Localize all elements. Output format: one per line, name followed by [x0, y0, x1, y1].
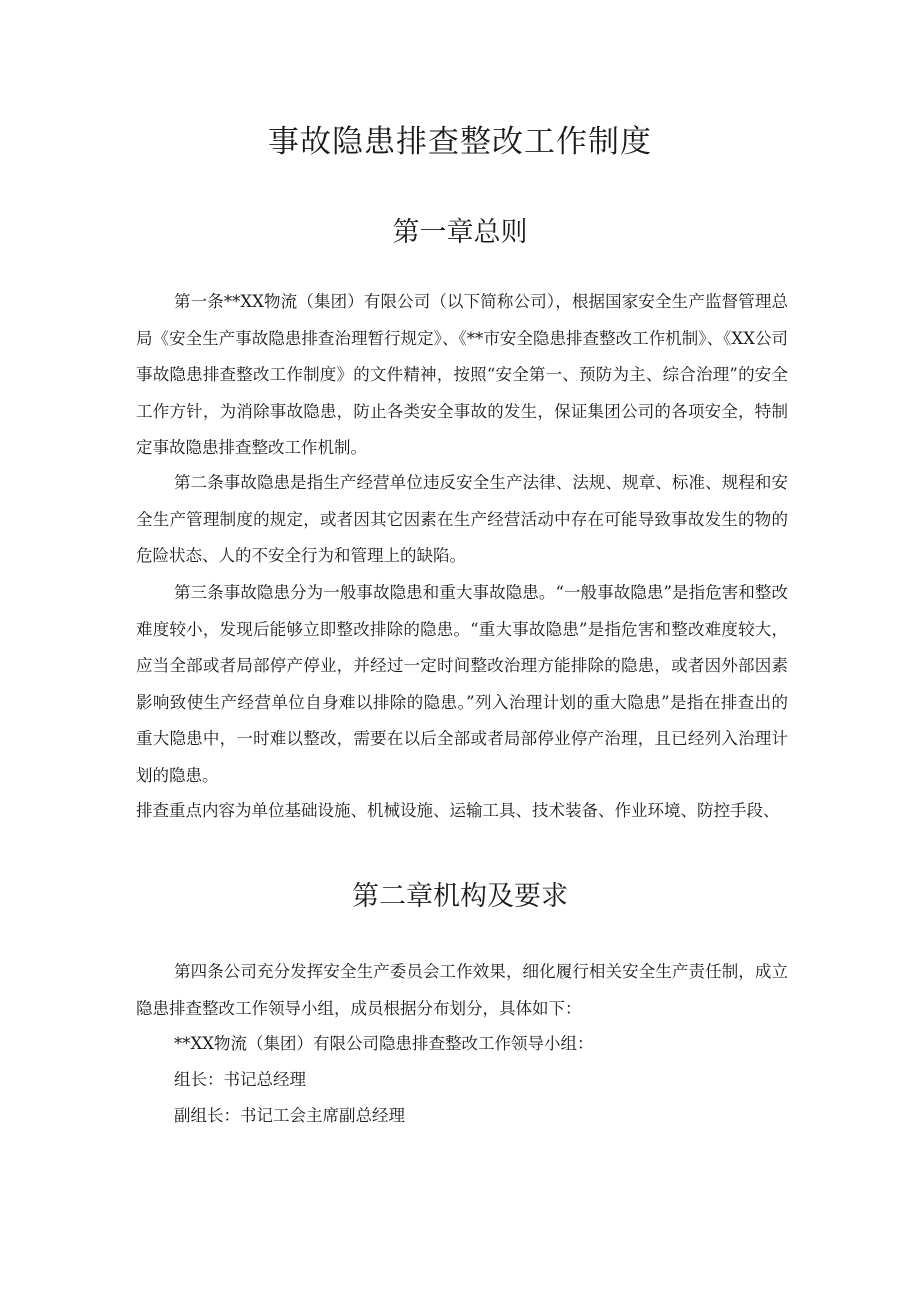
article-4: 第四条公司充分发挥安全生产委员会工作效果，细化履行相关安全生产责任制，成立隐患排查整改工作领导小组，成员根据分布划分，具体如下： [136, 962, 788, 1018]
group-leader: 组长：书记总经理 [174, 1070, 306, 1089]
article-2: 第二条事故隐患是指生产经营单位违反安全生产法律、法规、规章、标准、规程和安全生产管理制度的规定，或者因其它因素在生产经营活动中存在可能导致事故发生的物的危险状态、人的不安全行为和管理上的缺陷。 [136, 473, 788, 565]
article-3: 第三条事故隐患分为一般事故隐患和重大事故隐患。“一般事故隐患”是指危害和整改难度较小，发现后能够立即整改排除的隐患。“重大事故隐患”是指危害和整改难度较大，应当全部或者局部停产停业，并经过一定时间整改治理方能排除的隐患，或者因外部因素影响致使生产经营单位自身难以排除的隐患。”列入治理计划的重大隐患”是指在排查出的重大隐患中，一时难以整改，需要在以后全部或者局部停业停产治理，且已经列入治理计划的隐患。 [136, 583, 788, 785]
deputy-group-leader: 副组长：书记工会主席副总经理 [174, 1106, 405, 1125]
chapter-2-heading: 第二章机构及要求 [352, 881, 568, 912]
article-1: 第一条**XX物流（集团）有限公司（以下简称公司），根据国家安全生产监督管理总局《安全生产事故隐患排查治理暂行规定》、《**市安全隐患排查整改工作机制》、《XX公司事故隐患排查整改工作制度》的文件精神，按照“安全第一、预防为主、综合治理”的安全工作方针，为消除事故隐患，防止各类安全事故的发生，保证集团公司的各项安全，特制定事故隐患排查整改工作机制。 [136, 292, 788, 457]
document-title: 事故隐患排查整改工作制度 [268, 124, 652, 160]
chapter-1-heading: 第一章总则 [392, 217, 528, 248]
leadership-group-name: **XX物流（集团）有限公司隐患排查整改工作领导小组： [174, 1034, 594, 1053]
inspection-focus-paragraph: 排查重点内容为单位基础设施、机械设施、运输工具、技术装备、作业环境、防控手段、 [136, 801, 780, 820]
